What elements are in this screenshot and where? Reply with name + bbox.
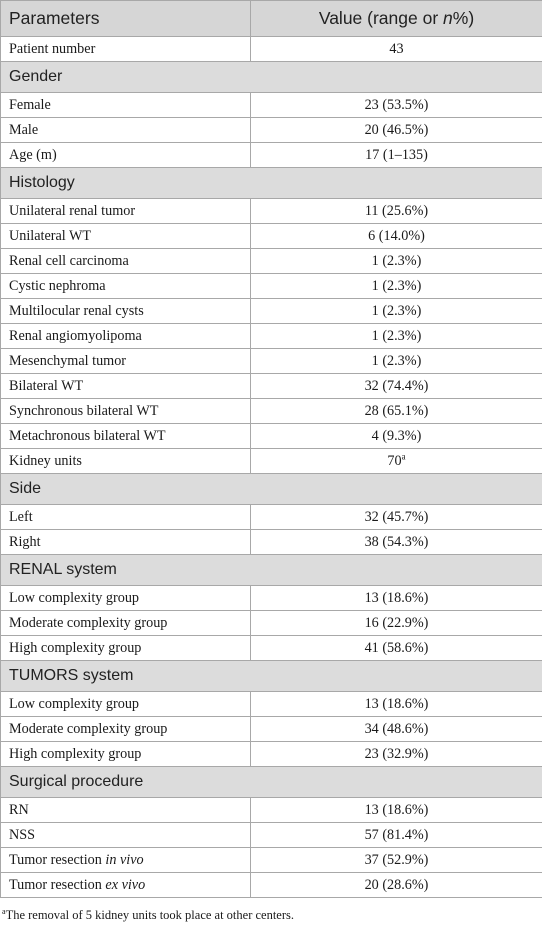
parameter-text: Bilateral WT — [9, 377, 84, 394]
parameter-text: Age (m) — [9, 146, 57, 163]
value-cell — [251, 324, 542, 349]
value-cell — [251, 93, 542, 118]
parameter-text: RN — [9, 801, 29, 818]
table-row — [1, 374, 542, 399]
parameter-text: Moderate complexity group — [9, 720, 168, 737]
value-text: 1 (2.3%) — [371, 277, 422, 294]
value-cell — [251, 449, 542, 474]
value-text: 13 (18.6%) — [364, 801, 429, 818]
table-footnote — [2, 908, 294, 923]
value-cell — [251, 274, 542, 299]
parameter-cell — [1, 118, 251, 143]
section-header-row — [1, 62, 542, 93]
parameter-cell — [1, 424, 251, 449]
table-row — [1, 299, 542, 324]
parameter-text: High complexity group — [9, 745, 142, 762]
section-title: Histology — [1, 168, 542, 199]
value-cell — [251, 505, 542, 530]
table-row — [1, 274, 542, 299]
parameter-text: Kidney units — [9, 452, 82, 469]
value-cell — [251, 249, 542, 274]
value-text: 70 — [387, 452, 402, 469]
value-text: 32 (45.7%) — [364, 508, 429, 525]
value-cell — [251, 37, 542, 62]
value-text: 6 (14.0%) — [368, 227, 425, 244]
table-row — [1, 349, 542, 374]
parameter-cell — [1, 349, 251, 374]
parameters-column-header: Parameters — [1, 1, 251, 37]
table-row — [1, 848, 542, 873]
parameter-cell — [1, 274, 251, 299]
table-row — [1, 37, 542, 62]
value-text: 23 (32.9%) — [364, 745, 429, 762]
footnote-marker: a — [2, 906, 6, 916]
table-row — [1, 118, 542, 143]
parameter-cell — [1, 449, 251, 474]
value-header-italic: n — [443, 8, 453, 28]
table-row — [1, 742, 542, 767]
parameter-text: Right — [9, 533, 41, 550]
table-row — [1, 873, 542, 898]
value-cell — [251, 692, 542, 717]
parameter-text: Renal angiomyolipoma — [9, 327, 142, 344]
section-title: TUMORS system — [1, 661, 542, 692]
value-text: 34 (48.6%) — [364, 720, 429, 737]
value-text: 4 (9.3%) — [371, 427, 422, 444]
table-row — [1, 530, 542, 555]
parameter-cell — [1, 399, 251, 424]
value-cell — [251, 349, 542, 374]
table-row — [1, 717, 542, 742]
section-header-row — [1, 474, 542, 505]
value-text: 13 (18.6%) — [364, 589, 429, 606]
parameter-cell — [1, 530, 251, 555]
parameter-cell — [1, 798, 251, 823]
section-title: RENAL system — [1, 555, 542, 586]
parameter-cell — [1, 848, 251, 873]
parameter-cell — [1, 742, 251, 767]
section-header-row — [1, 661, 542, 692]
table-row — [1, 424, 542, 449]
parameter-cell — [1, 717, 251, 742]
value-text: 20 (28.6%) — [364, 876, 429, 893]
value-cell — [251, 717, 542, 742]
value-text: 38 (54.3%) — [364, 533, 429, 550]
value-text: 37 (52.9%) — [364, 851, 429, 868]
value-cell — [251, 611, 542, 636]
value-text: 20 (46.5%) — [364, 121, 429, 138]
table-row — [1, 586, 542, 611]
value-cell — [251, 118, 542, 143]
table-row — [1, 636, 542, 661]
value-text: 1 (2.3%) — [371, 352, 422, 369]
parameter-cell — [1, 324, 251, 349]
value-text: 16 (22.9%) — [364, 614, 429, 631]
parameter-text: Mesenchymal tumor — [9, 352, 127, 369]
parameter-text: Renal cell carcinoma — [9, 252, 129, 269]
table-row — [1, 823, 542, 848]
parameter-cell — [1, 611, 251, 636]
table-row — [1, 224, 542, 249]
parameter-cell — [1, 143, 251, 168]
table-row — [1, 249, 542, 274]
value-cell — [251, 143, 542, 168]
footnote-reference: a — [401, 450, 406, 461]
parameter-text: Metachronous bilateral WT — [9, 427, 166, 444]
value-text: 32 (74.4%) — [364, 377, 429, 394]
section-header-row — [1, 555, 542, 586]
value-text: 1 (2.3%) — [371, 327, 422, 344]
table-row — [1, 199, 542, 224]
parameter-cell — [1, 93, 251, 118]
parameter-cell — [1, 299, 251, 324]
value-header-prefix: Value (range or — [318, 8, 444, 28]
value-cell — [251, 299, 542, 324]
value-cell — [251, 530, 542, 555]
value-cell — [251, 586, 542, 611]
parameter-italic-text: in vivo — [105, 851, 144, 868]
value-cell — [251, 224, 542, 249]
value-text: 41 (58.6%) — [364, 639, 429, 656]
parameter-text: Female — [9, 96, 51, 113]
parameter-text: Multilocular renal cysts — [9, 302, 144, 319]
table-row — [1, 324, 542, 349]
table-row — [1, 449, 542, 474]
table-header-row — [1, 1, 542, 37]
value-cell — [251, 873, 542, 898]
parameter-text: Moderate complexity group — [9, 614, 168, 631]
parameter-text: Unilateral renal tumor — [9, 202, 136, 219]
parameter-cell — [1, 37, 251, 62]
parameter-text: Male — [9, 121, 39, 138]
value-cell — [251, 798, 542, 823]
value-text: 13 (18.6%) — [364, 695, 429, 712]
value-header-suffix: %) — [452, 8, 475, 28]
table-body — [1, 37, 542, 898]
table-row — [1, 505, 542, 530]
parameter-text: Unilateral WT — [9, 227, 92, 244]
value-cell — [251, 399, 542, 424]
parameter-cell — [1, 636, 251, 661]
parameter-text: Left — [9, 508, 33, 525]
value-cell — [251, 742, 542, 767]
parameter-cell — [1, 224, 251, 249]
value-cell — [251, 424, 542, 449]
parameter-text: Low complexity group — [9, 695, 140, 712]
value-text: 11 (25.6%) — [364, 202, 429, 219]
table-row — [1, 798, 542, 823]
value-text: 57 (81.4%) — [364, 826, 429, 843]
parameter-text: High complexity group — [9, 639, 142, 656]
section-header-row — [1, 168, 542, 199]
table-row — [1, 93, 542, 118]
value-column-header — [251, 1, 542, 37]
parameter-text: Synchronous bilateral WT — [9, 402, 159, 419]
parameter-cell — [1, 692, 251, 717]
table-row — [1, 692, 542, 717]
parameter-cell — [1, 505, 251, 530]
parameter-cell — [1, 823, 251, 848]
value-text: 23 (53.5%) — [364, 96, 429, 113]
value-cell — [251, 848, 542, 873]
value-text: 28 (65.1%) — [364, 402, 429, 419]
table-row — [1, 399, 542, 424]
value-cell — [251, 199, 542, 224]
parameter-text: Tumor resection — [9, 876, 106, 893]
section-title: Gender — [1, 62, 542, 93]
value-cell — [251, 636, 542, 661]
parameter-cell — [1, 374, 251, 399]
parameter-cell — [1, 873, 251, 898]
parameter-cell — [1, 199, 251, 224]
parameter-cell — [1, 249, 251, 274]
value-text: 1 (2.3%) — [371, 302, 422, 319]
parameter-cell — [1, 586, 251, 611]
table-row — [1, 143, 542, 168]
value-cell — [251, 374, 542, 399]
section-title: Surgical procedure — [1, 767, 542, 798]
parameter-text: Low complexity group — [9, 589, 140, 606]
footnote-text: The removal of 5 kidney units took place at other centers. — [5, 908, 295, 922]
value-text: 17 (1–135) — [365, 146, 428, 163]
parameter-text: Patient number — [9, 40, 96, 57]
parameter-text: Tumor resection — [9, 851, 106, 868]
parameter-text: NSS — [9, 826, 36, 843]
table-row — [1, 611, 542, 636]
value-text: 43 — [389, 40, 404, 57]
section-header-row — [1, 767, 542, 798]
parameter-italic-text: ex vivo — [105, 876, 146, 893]
parameter-text: Cystic nephroma — [9, 277, 106, 294]
section-title: Side — [1, 474, 542, 505]
value-cell — [251, 823, 542, 848]
value-text: 1 (2.3%) — [371, 252, 422, 269]
